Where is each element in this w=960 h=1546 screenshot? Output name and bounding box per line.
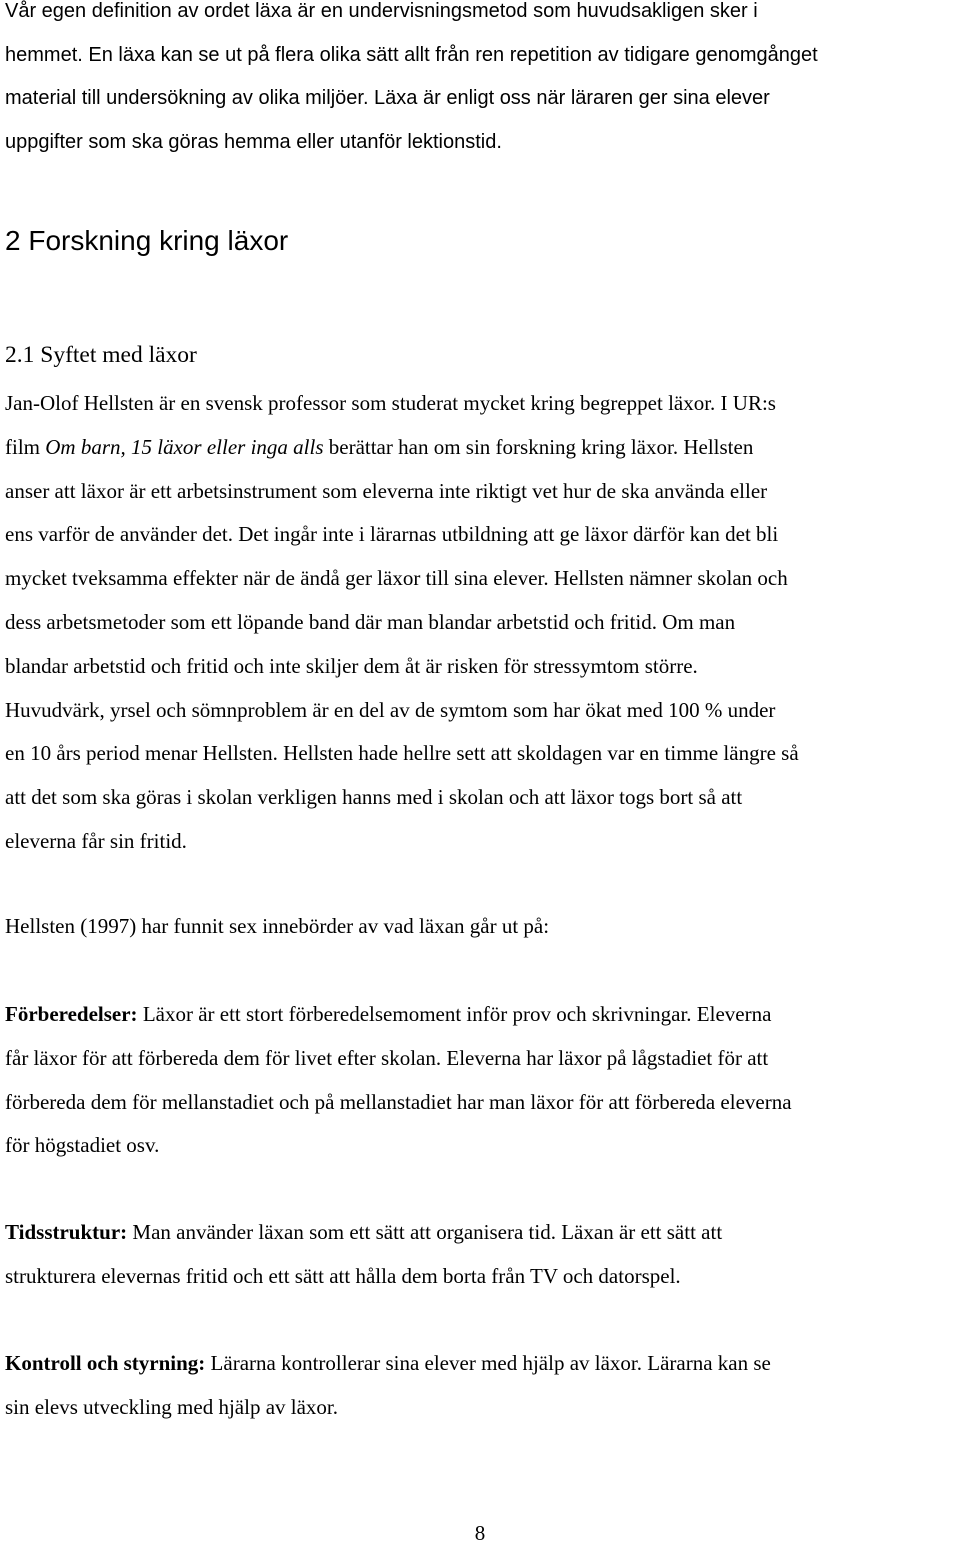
text-line: strukturera elevernas fritid och ett sätt att hålla dem borta från TV och datorspel. <box>5 1263 681 1288</box>
film-title: Om barn, 15 läxor eller inga alls <box>45 434 324 459</box>
definition-preparation <box>5 993 960 1168</box>
text-run: Lärarna kontrollerar sina elever med hjälp av läxor. Lärarna kan se <box>205 1351 771 1375</box>
definition-time-structure <box>5 1211 960 1299</box>
text-line: Huvudvärk, yrsel och sömnproblem är en del av de symtom som har ökat med 100 % under <box>5 697 776 722</box>
text-line: får läxor för att förbereda dem för livet efter skolan. Eleverna har läxor på lågstadiet för att <box>5 1045 769 1070</box>
text-run: Man använder läxan som ett sätt att organisera tid. Läxan är ett sätt att <box>127 1220 723 1244</box>
text-line: hemmet. En läxa kan se ut på flera olika sätt allt från ren repetition av tidigare genomgånget <box>5 43 818 66</box>
definition-control <box>5 1342 960 1430</box>
text-line: att det som ska göras i skolan verkligen hanns med i skolan och att läxor togs bort så att <box>5 785 743 810</box>
text-line: sin elevs utveckling med hjälp av läxor. <box>5 1394 339 1419</box>
text-line <box>5 426 960 470</box>
text-line: för högstadiet osv. <box>5 1133 160 1158</box>
text-line: material till undersökning av olika miljöer. Läxa är enligt oss när läraren ger sina elever <box>5 87 770 110</box>
text-run: berättar han om sin forskning kring läxor. Hellsten <box>323 434 754 459</box>
text-line: förbereda dem för mellanstadiet och på mellanstadiet har man läxor för att förbereda eleverna <box>5 1089 792 1114</box>
intro-paragraph <box>5 0 960 164</box>
definition-term: Tidsstruktur: <box>5 1220 128 1244</box>
text-line: eleverna får sin fritid. <box>5 828 187 853</box>
findings-intro: Hellsten (1997) har funnit sex innebörder av vad läxan går ut på: <box>5 914 550 938</box>
text-line <box>5 1342 960 1386</box>
text-line: Vår egen definition av ordet läxa är en undervisningsmetod som huvudsakligen sker i <box>5 0 758 22</box>
text-line: mycket tveksamma effekter när de ändå ger läxor till sina elever. Hellsten nämner skolan och <box>5 566 788 591</box>
text-line: ens varför de använder det. Det ingår inte i lärarnas utbildning att ge läxor därför kan det bli <box>5 522 779 547</box>
text-line: en 10 års period menar Hellsten. Hellsten hade hellre sett att skoldagen var en timme längre så <box>5 741 799 766</box>
text-run: Läxor är ett stort förberedelsemoment inför prov och skrivningar. Eleverna <box>137 1002 772 1026</box>
text-run: film <box>5 434 46 459</box>
text-line: anser att läxor är ett arbetsinstrument som eleverna inte riktigt vet hur de ska använda eller <box>5 478 768 503</box>
definition-term: Kontroll och styrning: <box>5 1351 206 1375</box>
text-line <box>5 1211 960 1255</box>
definition-term: Förberedelser: <box>5 1002 138 1026</box>
text-line <box>5 993 960 1037</box>
page-number: 8 <box>474 1521 486 1545</box>
text-line: blandar arbetstid och fritid och inte skiljer dem åt är risken för stressymtom större. <box>5 653 698 678</box>
section-heading: 2 Forskning kring läxor <box>5 225 289 256</box>
text-line: Jan-Olof Hellsten är en svensk professor som studerat mycket kring begreppet läxor. I UR:s <box>5 391 776 415</box>
text-line: uppgifter som ska göras hemma eller utanför lektionstid. <box>5 130 502 153</box>
hellsten-paragraph <box>5 382 960 864</box>
text-line: dess arbetsmetoder som ett löpande band där man blandar arbetstid och fritid. Om man <box>5 609 736 634</box>
subsection-heading: 2.1 Syftet med läxor <box>5 342 197 368</box>
